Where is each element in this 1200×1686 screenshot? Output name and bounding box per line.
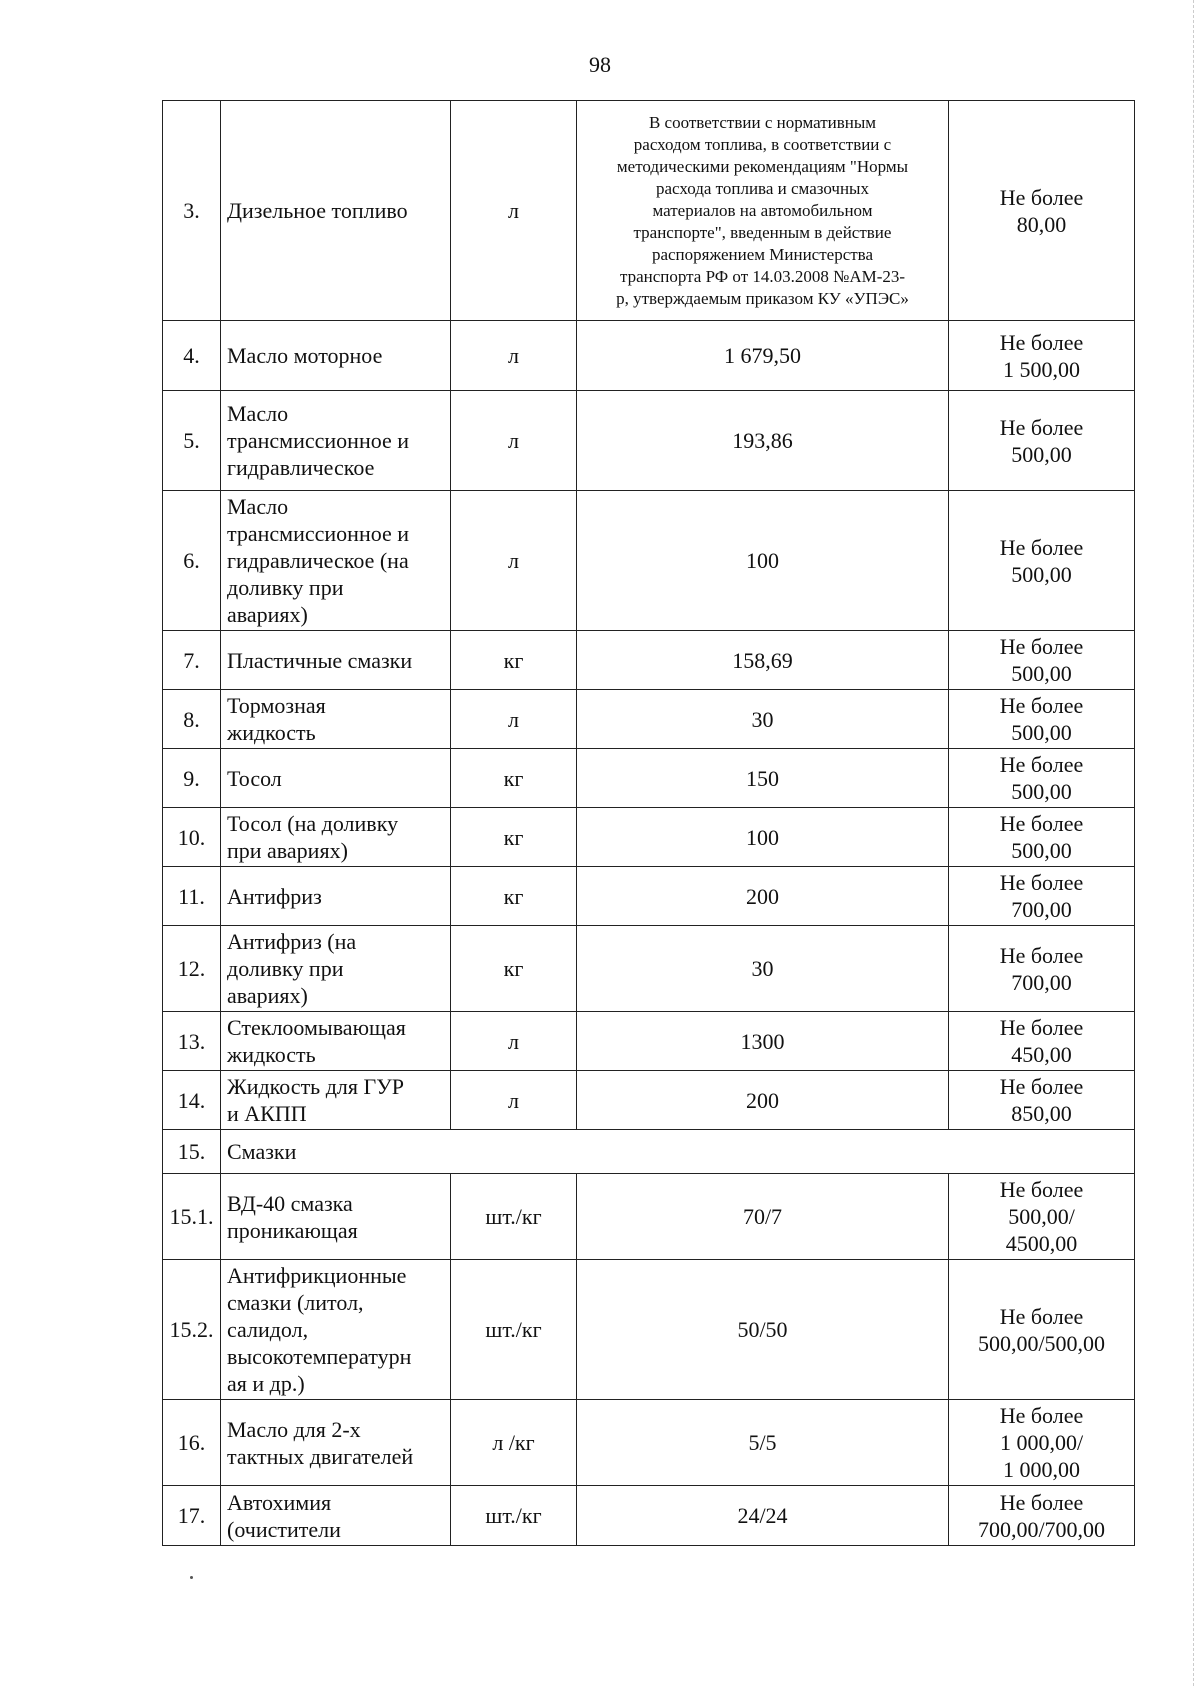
quantity-cell	[577, 1400, 949, 1486]
row-number-cell	[163, 1486, 221, 1546]
quantity-cell	[577, 1260, 949, 1400]
table-row	[163, 1486, 1135, 1546]
table-row	[163, 926, 1135, 1012]
unit-cell	[451, 926, 577, 1012]
quantity-cell-text: 70/7	[742, 1204, 783, 1229]
item-name-cell	[221, 391, 451, 491]
table-row	[163, 1012, 1135, 1071]
unit-cell-text: л	[508, 198, 519, 223]
item-name-cell-text: Тосол (на доливку при авариях)	[227, 811, 399, 863]
section-title-cell	[221, 1130, 1135, 1174]
price-cell-text: Не более 500,00	[999, 634, 1084, 686]
price-cell	[949, 1486, 1135, 1546]
table-row	[163, 321, 1135, 391]
row-number-cell	[163, 690, 221, 749]
row-number-cell	[163, 491, 221, 631]
row-number-cell	[163, 631, 221, 690]
fuel-lubricants-table	[162, 100, 1135, 1546]
item-name-cell	[221, 631, 451, 690]
unit-cell-text: кг	[503, 883, 524, 909]
quantity-cell-text: 193,86	[732, 428, 793, 453]
price-cell-text: Не более 1 500,00	[999, 329, 1084, 382]
row-number-cell	[163, 101, 221, 321]
row-number-cell-text: 12.	[177, 956, 206, 981]
unit-cell-text: л	[508, 1087, 519, 1113]
row-number-cell	[163, 391, 221, 491]
item-name-cell	[221, 1174, 451, 1260]
quantity-cell	[577, 631, 949, 690]
price-cell	[949, 101, 1135, 321]
price-cell	[949, 1012, 1135, 1071]
price-cell	[949, 391, 1135, 491]
unit-cell	[451, 631, 577, 690]
item-name-cell-text: Тосол	[227, 765, 282, 791]
row-number-cell-text: 13.	[177, 1028, 206, 1054]
section-title-cell-text: Смазки	[227, 1139, 297, 1164]
quantity-cell	[577, 101, 949, 321]
quantity-cell	[577, 321, 949, 391]
unit-cell	[451, 1400, 577, 1486]
item-name-cell	[221, 1400, 451, 1486]
quantity-cell-text: 200	[746, 883, 779, 909]
price-cell-text: Не более 450,00	[999, 1015, 1084, 1067]
quantity-cell-text: 24/24	[737, 1503, 788, 1528]
price-cell	[949, 1400, 1135, 1486]
item-name-cell-text: Антифрикционные смазки (литол, салидол, высокотемпературн ая и др.)	[227, 1263, 412, 1396]
table-row	[163, 631, 1135, 690]
scan-speck	[190, 1576, 193, 1579]
row-number-cell-text: 15.	[177, 1139, 206, 1164]
price-cell	[949, 631, 1135, 690]
unit-cell	[451, 491, 577, 631]
table-row	[163, 1130, 1135, 1174]
table-row	[163, 101, 1135, 321]
quantity-cell-text: 50/50	[737, 1317, 788, 1342]
row-number-cell-text: 9.	[183, 765, 200, 791]
unit-cell-text: л	[508, 706, 519, 732]
price-cell-text: Не более 700,00/700,00	[977, 1489, 1106, 1542]
unit-cell-text: шт./кг	[485, 1503, 542, 1528]
unit-cell-text: кг	[503, 824, 524, 850]
price-cell	[949, 1260, 1135, 1400]
item-name-cell-text: Масло трансмиссионное и гидравлическое (на доливку при авариях)	[227, 494, 410, 627]
table-row	[163, 808, 1135, 867]
unit-cell	[451, 1486, 577, 1546]
row-number-cell-text: 4.	[183, 343, 200, 368]
price-cell	[949, 867, 1135, 926]
price-cell-text: Не более 500,00	[999, 693, 1084, 745]
row-number-cell	[163, 321, 221, 391]
unit-cell	[451, 808, 577, 867]
price-cell-text: Не более 500,00	[999, 811, 1084, 863]
quantity-cell-text: В соответствии с нормативным расходом топлива, в соответствии с методическими рекомендациям "Нормы расхода топлива и смазочных материалов на автомобильном транспорте", введенным в действие распоряжением Министерства транспорта РФ от 14.03.2008 №АМ-23- р, утверждаемым приказом КУ «УПЭС»	[616, 112, 909, 308]
quantity-cell	[577, 1174, 949, 1260]
price-cell	[949, 1071, 1135, 1130]
price-cell-text: Не более 1 000,00/ 1 000,00	[999, 1403, 1084, 1482]
row-number-cell-text: 11.	[178, 883, 205, 909]
item-name-cell-text: Тормозная жидкость	[227, 693, 326, 745]
item-name-cell-text: Автохимия (очистители	[227, 1489, 341, 1542]
item-name-cell-text: ВД-40 смазка проникающая	[227, 1190, 358, 1243]
item-name-cell	[221, 690, 451, 749]
price-cell	[949, 1174, 1135, 1260]
row-number-cell-text: 16.	[177, 1430, 206, 1455]
row-number-cell-text: 6.	[183, 548, 200, 573]
unit-cell	[451, 391, 577, 491]
item-name-cell	[221, 749, 451, 808]
item-name-cell	[221, 1260, 451, 1400]
row-number-cell-text: 10.	[177, 824, 206, 850]
price-cell-text: Не более 500,00	[999, 414, 1084, 467]
item-name-cell-text: Масло моторное	[227, 343, 383, 368]
price-cell-text: Не более 700,00	[999, 942, 1084, 995]
row-number-cell	[163, 1260, 221, 1400]
unit-cell	[451, 1071, 577, 1130]
table-row	[163, 491, 1135, 631]
price-cell-text: Не более 850,00	[999, 1074, 1084, 1126]
table-row	[163, 690, 1135, 749]
unit-cell	[451, 321, 577, 391]
item-name-cell	[221, 1486, 451, 1546]
table-row	[163, 749, 1135, 808]
item-name-cell-text: Жидкость для ГУР и АКПП	[227, 1074, 405, 1126]
price-cell	[949, 491, 1135, 631]
unit-cell	[451, 101, 577, 321]
row-number-cell-text: 15.2.	[169, 1317, 214, 1342]
price-cell-text: Не более 500,00/ 4500,00	[999, 1177, 1084, 1256]
price-cell	[949, 690, 1135, 749]
quantity-cell-text: 100	[746, 548, 779, 573]
unit-cell-text: л	[508, 1028, 519, 1054]
item-name-cell-text: Дизельное топливо	[227, 198, 408, 223]
unit-cell	[451, 867, 577, 926]
item-name-cell-text: Антифриз (на доливку при авариях)	[227, 929, 357, 1008]
item-name-cell	[221, 491, 451, 631]
item-name-cell-text: Стеклоомывающая жидкость	[227, 1015, 406, 1067]
unit-cell	[451, 1012, 577, 1071]
table-row	[163, 867, 1135, 926]
quantity-cell	[577, 1012, 949, 1071]
unit-cell-text: шт./кг	[485, 1317, 542, 1342]
quantity-cell-text: 1 679,50	[724, 343, 801, 368]
quantity-cell	[577, 926, 949, 1012]
unit-cell-text: шт./кг	[485, 1204, 542, 1229]
unit-cell-text: л	[508, 428, 519, 453]
row-number-cell	[163, 1130, 221, 1174]
quantity-cell-text: 5/5	[748, 1430, 777, 1455]
row-number-cell	[163, 1174, 221, 1260]
quantity-cell	[577, 808, 949, 867]
table-row	[163, 1260, 1135, 1400]
unit-cell-text: л	[508, 548, 519, 573]
row-number-cell	[163, 926, 221, 1012]
row-number-cell-text: 7.	[183, 647, 200, 673]
row-number-cell-text: 3.	[183, 198, 200, 223]
row-number-cell-text: 14.	[177, 1087, 206, 1113]
row-number-cell-text: 8.	[183, 706, 200, 732]
item-name-cell-text: Пластичные смазки	[227, 647, 413, 673]
quantity-cell	[577, 1486, 949, 1546]
item-name-cell	[221, 867, 451, 926]
unit-cell-text: л /кг	[492, 1430, 535, 1455]
unit-cell-text: л	[508, 343, 519, 368]
unit-cell	[451, 1174, 577, 1260]
price-cell	[949, 321, 1135, 391]
price-cell-text: Не более 700,00	[999, 870, 1084, 922]
row-number-cell	[163, 1012, 221, 1071]
unit-cell	[451, 690, 577, 749]
item-name-cell	[221, 101, 451, 321]
quantity-cell	[577, 391, 949, 491]
quantity-cell-text: 200	[746, 1087, 779, 1113]
price-cell	[949, 749, 1135, 808]
item-name-cell	[221, 808, 451, 867]
quantity-cell-text: 100	[746, 824, 779, 850]
quantity-cell	[577, 491, 949, 631]
item-name-cell	[221, 321, 451, 391]
table-row	[163, 1400, 1135, 1486]
item-name-cell	[221, 1071, 451, 1130]
unit-cell	[451, 749, 577, 808]
table-row	[163, 1174, 1135, 1260]
unit-cell-text: кг	[503, 647, 524, 673]
unit-cell-text: кг	[503, 765, 524, 791]
price-cell-text: Не более 500,00	[999, 534, 1084, 587]
unit-cell-text: кг	[503, 956, 524, 981]
table-body	[163, 101, 1135, 1546]
row-number-cell	[163, 749, 221, 808]
quantity-cell-text: 150	[746, 765, 779, 791]
quantity-cell-text: 30	[751, 956, 774, 981]
row-number-cell-text: 15.1.	[169, 1204, 214, 1229]
quantity-cell-text: 30	[751, 706, 774, 732]
quantity-cell-text: 1300	[740, 1028, 785, 1054]
page-number: 98	[589, 52, 611, 77]
row-number-cell	[163, 1400, 221, 1486]
quantity-cell	[577, 749, 949, 808]
price-cell-text: Не более 80,00	[999, 184, 1084, 237]
price-cell	[949, 926, 1135, 1012]
item-name-cell-text: Масло для 2-х тактных двигателей	[227, 1416, 414, 1469]
row-number-cell-text: 5.	[183, 428, 200, 453]
item-name-cell	[221, 1012, 451, 1071]
row-number-cell	[163, 1071, 221, 1130]
page-edge	[1192, 0, 1194, 1686]
table-row	[163, 391, 1135, 491]
table-row	[163, 1071, 1135, 1130]
row-number-cell-text: 17.	[177, 1503, 206, 1528]
price-cell-text: Не более 500,00	[999, 752, 1084, 804]
quantity-cell	[577, 690, 949, 749]
price-cell-text: Не более 500,00/500,00	[977, 1303, 1106, 1356]
item-name-cell-text: Масло трансмиссионное и гидравлическое	[227, 401, 410, 480]
price-cell	[949, 808, 1135, 867]
quantity-cell	[577, 867, 949, 926]
quantity-cell-text: 158,69	[732, 647, 793, 673]
quantity-cell	[577, 1071, 949, 1130]
item-name-cell	[221, 926, 451, 1012]
row-number-cell	[163, 867, 221, 926]
item-name-cell-text: Антифриз	[227, 883, 322, 909]
row-number-cell	[163, 808, 221, 867]
unit-cell	[451, 1260, 577, 1400]
